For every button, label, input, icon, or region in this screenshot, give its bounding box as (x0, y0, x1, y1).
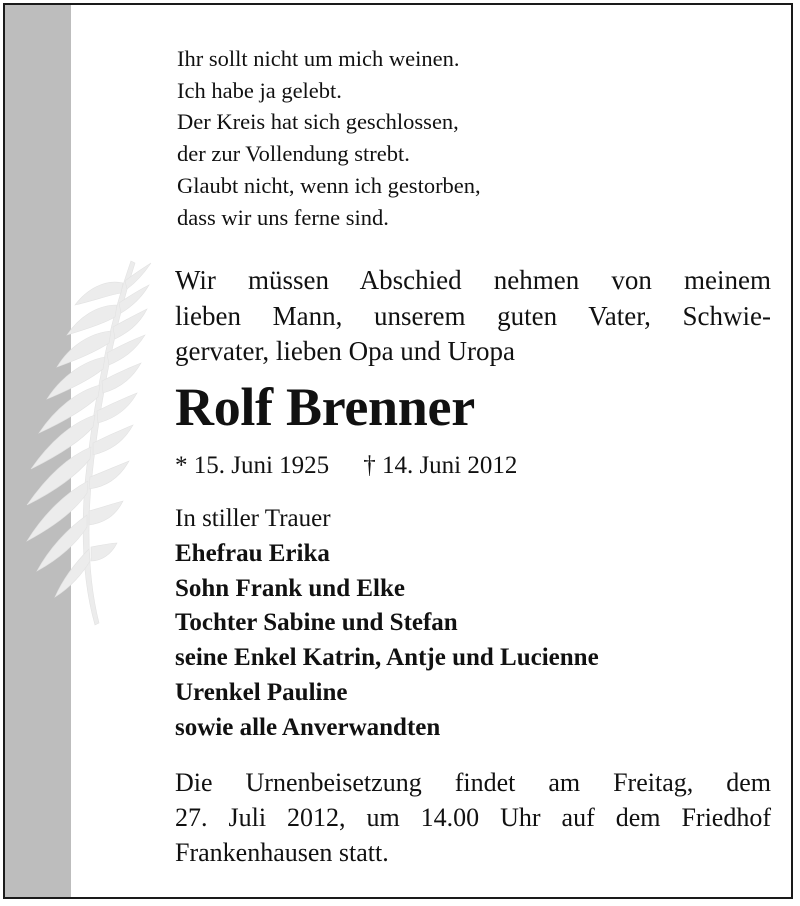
mourner-name: Tochter Sabine und Stefan (175, 609, 458, 637)
notice-line: 27. Juli 2012, um 14.00 Uhr auf dem Friedhof (175, 803, 771, 832)
poem-line: Ich habe ja gelebt. (177, 77, 342, 103)
poem-line: Glaubt nicht, wenn ich gestorben, (177, 172, 481, 198)
mourner-name: Sohn Frank und Elke (175, 574, 405, 602)
burial-notice (175, 765, 771, 870)
notice-line: Frankenhausen statt. (175, 838, 389, 867)
mourner-name: Ehefrau Erika (175, 539, 330, 567)
deceased-name: Rolf Brenner (175, 377, 475, 437)
poem-line: Der Kreis hat sich geschlossen, (177, 109, 459, 135)
intro-line: gervater, lieben Opa und Uropa (175, 336, 516, 366)
mourners-heading: In stiller Trauer (175, 505, 331, 532)
poem-line: Ihr sollt nicht um mich weinen. (177, 46, 460, 71)
intro-line: Wir müssen Abschied nehmen von meinem (175, 265, 771, 295)
notice-line: Die Urnenbeisetzung findet am Freitag, dem (175, 768, 771, 797)
life-dates (175, 450, 517, 482)
farewell-intro (175, 263, 771, 370)
mourners-list (175, 502, 599, 746)
palm-leaf-icon (13, 253, 153, 633)
obituary-notice (3, 3, 793, 899)
poem (177, 43, 481, 233)
poem-line: der zur Vollendung strebt. (177, 141, 410, 167)
mourner-name: sowie alle Anverwandten (175, 713, 441, 741)
intro-line: lieben Mann, unserem guten Vater, Schwie- (175, 300, 771, 331)
poem-line: dass wir uns ferne sind. (177, 204, 389, 230)
birth-date: * 15. Juni 1925 (175, 452, 330, 479)
mourner-name: seine Enkel Katrin, Antje und Lucienne (175, 644, 599, 672)
mourner-name: Urenkel Pauline (175, 678, 348, 706)
death-date: † 14. Juni 2012 (363, 452, 518, 479)
